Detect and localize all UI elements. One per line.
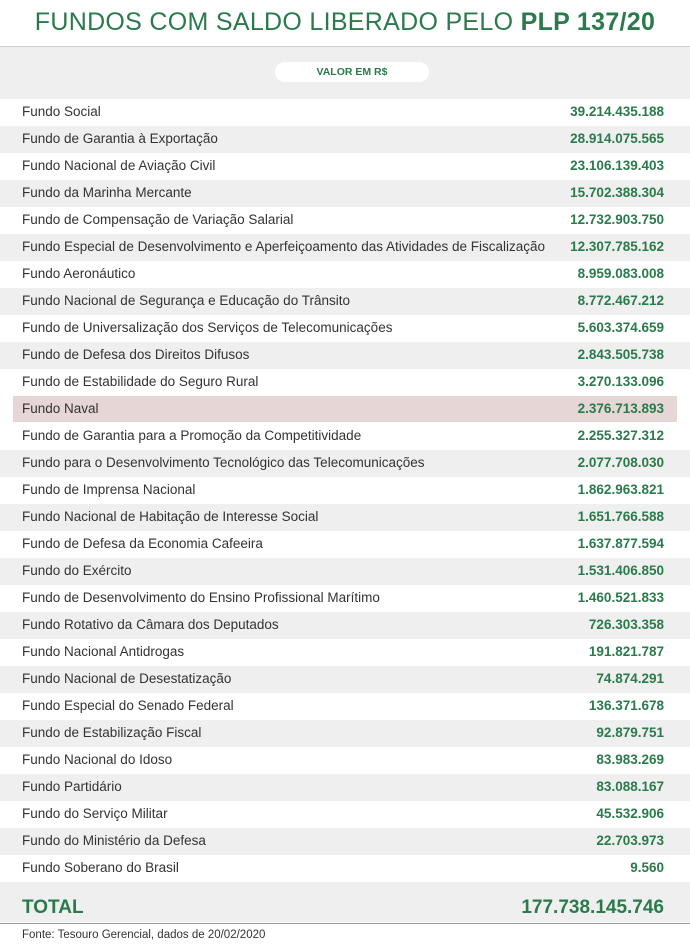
fund-value: 1.862.963.821 bbox=[577, 482, 664, 497]
fund-name: Fundo do Ministério da Defesa bbox=[22, 833, 206, 848]
table-row bbox=[0, 99, 690, 126]
table-row bbox=[0, 207, 690, 234]
fund-value: 28.914.075.565 bbox=[570, 131, 664, 146]
table-row bbox=[0, 585, 690, 612]
fund-name: Fundo de Compensação de Variação Salarial bbox=[22, 212, 294, 227]
total-label: TOTAL bbox=[22, 897, 84, 918]
table-row bbox=[0, 423, 690, 450]
bottom-divider bbox=[0, 923, 690, 924]
table-row bbox=[0, 666, 690, 693]
table-row bbox=[0, 450, 690, 477]
fund-name: Fundo Soberano do Brasil bbox=[22, 860, 179, 875]
table-row bbox=[0, 693, 690, 720]
table-row bbox=[0, 342, 690, 369]
fund-name: Fundo de Estabilidade do Seguro Rural bbox=[22, 374, 259, 389]
fund-name: Fundo Aeronáutico bbox=[22, 266, 136, 281]
fund-name: Fundo Social bbox=[22, 104, 101, 119]
table-row bbox=[0, 720, 690, 747]
fund-name: Fundo de Defesa dos Direitos Difusos bbox=[22, 347, 250, 362]
fund-name: Fundo Especial do Senado Federal bbox=[22, 698, 234, 713]
table-row bbox=[0, 234, 690, 261]
table-row bbox=[0, 396, 690, 423]
source-note: Fonte: Tesouro Gerencial, dados de 20/02/2020 bbox=[22, 929, 266, 941]
table-row bbox=[0, 774, 690, 801]
fund-value: 2.843.505.738 bbox=[577, 347, 664, 362]
fund-name: Fundo do Serviço Militar bbox=[22, 806, 168, 821]
table-row bbox=[0, 801, 690, 828]
page-title-bold: PLP 137/20 bbox=[520, 8, 656, 36]
table-row bbox=[0, 504, 690, 531]
fund-name: Fundo Especial de Desenvolvimento e Aperfeiçoamento das Atividades de Fiscalização bbox=[22, 239, 546, 254]
fund-name: Fundo de Imprensa Nacional bbox=[22, 482, 196, 497]
fund-value: 5.603.374.659 bbox=[577, 320, 664, 335]
table-row bbox=[0, 126, 690, 153]
fund-value: 136.371.678 bbox=[588, 698, 664, 713]
fund-value: 22.703.973 bbox=[596, 833, 664, 848]
fund-value: 2.255.327.312 bbox=[577, 428, 664, 443]
fund-name: Fundo de Estabilização Fiscal bbox=[22, 725, 202, 740]
fund-name: Fundo Nacional Antidrogas bbox=[22, 644, 185, 659]
fund-value: 1.637.877.594 bbox=[577, 536, 664, 551]
fund-value: 9.560 bbox=[630, 860, 664, 875]
table-row bbox=[0, 828, 690, 855]
fund-value: 1.531.406.850 bbox=[577, 563, 664, 578]
table-row bbox=[0, 531, 690, 558]
fund-value: 8.959.083.008 bbox=[577, 266, 664, 281]
table-row bbox=[0, 315, 690, 342]
fund-value: 191.821.787 bbox=[588, 644, 664, 659]
funds-table bbox=[0, 99, 690, 882]
table-row bbox=[0, 558, 690, 585]
fund-value: 83.088.167 bbox=[596, 779, 664, 794]
table-row bbox=[0, 369, 690, 396]
fund-value: 8.772.467.212 bbox=[577, 293, 664, 308]
fund-value: 45.532.906 bbox=[596, 806, 664, 821]
fund-value: 23.106.139.403 bbox=[570, 158, 664, 173]
table-row bbox=[0, 180, 690, 207]
table-row bbox=[0, 477, 690, 504]
fund-value: 2.077.708.030 bbox=[577, 455, 664, 470]
fund-name: Fundo Nacional de Desestatização bbox=[22, 671, 232, 686]
fund-value: 15.702.388.304 bbox=[570, 185, 664, 200]
value-column-label: VALOR EM R$ bbox=[275, 62, 429, 82]
fund-value: 726.303.358 bbox=[588, 617, 664, 632]
table-row bbox=[0, 747, 690, 774]
fund-name: Fundo de Universalização dos Serviços de Telecomunicações bbox=[22, 320, 393, 335]
total-value: 177.738.145.746 bbox=[521, 897, 664, 918]
fund-name: Fundo para o Desenvolvimento Tecnológico das Telecomunicações bbox=[22, 455, 425, 470]
fund-value: 92.879.751 bbox=[596, 725, 664, 740]
fund-name: Fundo Rotativo da Câmara dos Deputados bbox=[22, 617, 279, 632]
fund-name: Fundo de Garantia à Exportação bbox=[22, 131, 218, 146]
fund-value: 12.732.903.750 bbox=[570, 212, 664, 227]
table-row bbox=[0, 153, 690, 180]
fund-name: Fundo Partidário bbox=[22, 779, 122, 794]
page-title bbox=[0, 8, 690, 44]
fund-name: Fundo de Defesa da Economia Cafeeira bbox=[22, 536, 263, 551]
fund-name: Fundo da Marinha Mercante bbox=[22, 185, 192, 200]
fund-value: 1.651.766.588 bbox=[577, 509, 664, 524]
fund-value: 2.376.713.893 bbox=[577, 401, 664, 416]
table-row bbox=[0, 261, 690, 288]
fund-value: 3.270.133.096 bbox=[577, 374, 664, 389]
fund-value: 12.307.785.162 bbox=[570, 239, 664, 254]
fund-name: Fundo Naval bbox=[22, 401, 99, 416]
fund-name: Fundo Nacional do Idoso bbox=[22, 752, 173, 767]
fund-value: 39.214.435.188 bbox=[570, 104, 664, 119]
fund-name: Fundo de Desenvolvimento do Ensino Profissional Marítimo bbox=[22, 590, 380, 605]
table-row bbox=[0, 612, 690, 639]
fund-name: Fundo Nacional de Habitação de Interesse Social bbox=[22, 509, 319, 524]
fund-name: Fundo do Exército bbox=[22, 563, 132, 578]
fund-name: Fundo de Garantia para a Promoção da Competitividade bbox=[22, 428, 362, 443]
fund-value: 83.983.269 bbox=[596, 752, 664, 767]
table-row bbox=[0, 288, 690, 315]
page-title-prefix: FUNDOS COM SALDO LIBERADO PELO bbox=[34, 8, 521, 36]
fund-name: Fundo Nacional de Aviação Civil bbox=[22, 158, 216, 173]
fund-name: Fundo Nacional de Segurança e Educação do Trânsito bbox=[22, 293, 350, 308]
fund-value: 1.460.521.833 bbox=[577, 590, 664, 605]
fund-value: 74.874.291 bbox=[596, 671, 664, 686]
table-row bbox=[0, 855, 690, 882]
table-row bbox=[0, 639, 690, 666]
